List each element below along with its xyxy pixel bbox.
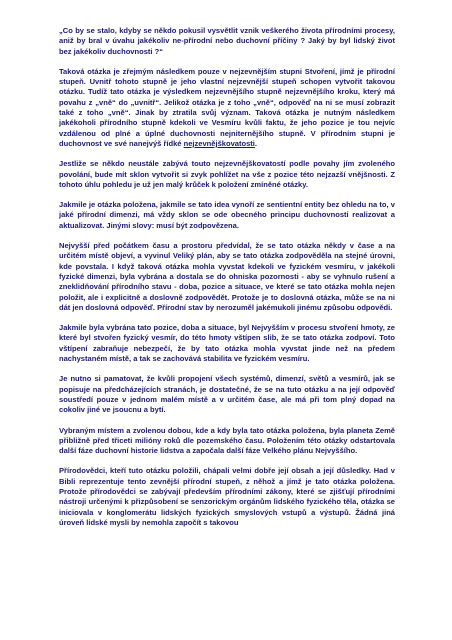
paragraph-2: Jestliže se někdo neustále zabývá touto nejzevnějškovatostí podle povahy jím zvoleného povolání, bude mít sklon vytvořit si zvyk pohlížet na vše z pozice této nejzazší vnějšnosti. Z tohoto úhlu pohledu je už jen malý krůček k položení zmíněné otázky. <box>59 159 395 189</box>
paragraph-1-text: Taková otázka je zřejmým následkem pouze v nejzevnějším stupni Stvoření, jímž je přírodní stupeň. Uvnitř tohoto stupně je jeho vlastní nejzevnější stupeň schopen vytvořit takovou otázku. Tudíž tato otázka je výsledkem nejzevnějšího stupně nejzevnějšího kroku, který má povahu z „vně“ do „uvnitř“. Jelikož otázka je z toho „vně“, odpověď na ni se musí zobrazit také z toho „vně“. Jinak by ztratila svůj význam. Taková otázka je nutným následkem jakékoholi přírodního stupně kdekoli ve Vesmíru kvůli faktu, že jeho pozice je tou nejvíc vzdálenou od plné a úplné duchovnosti nejniternějšího stupně. V přírodním stupni je duchovnost ve své nanejvýš řídké <box>59 66 395 148</box>
paragraph-1 <box>59 67 395 149</box>
paragraph-6: Je nutno si pamatovat, že kvůli propojení všech systémů, dimenzí, světů a vesmírů, jak se popisuje na předcházejících stranách, je dostatečné, že se na tuto otázku a na její odpověď soustředí pouze v jednom malém místě a v určitém čase, ale má při tom plný dopad na cokoliv jiné ve jsoucnu a bytí. <box>59 374 395 415</box>
question-paragraph: „Co by se stalo, kdyby se někdo pokusil vysvětlit vznik veškerého života přírodními procesy, aniž by bral v úvahu jakékoliv ne-přírodní nebo duchovní příčiny ? Jaký by byl lidský život bez jakékoliv duchovnosti ?“ <box>59 26 395 56</box>
paragraph-4: Nejvyšší před počátkem času a prostoru předvídal, že se tato otázka někdy v čase a na určitém místě objeví, a vyvinul Veliký plán, aby se tato otázka zodpověděla na stejné úrovni, kde povstala. I když taková otázka mohla vyvstat kdekoli ve fyzickém vesmíru, v jakékoli fyzické dimenzi, byla vybrána a dostala se do ohniska pozornosti - aby se vyhnulo rušení a zneklidňování přírodního stavu - doba, pozice a situace, ve které se tato otázka mohla nejen položit, ale i explicitně a doslovně zodpovědět. Protože je to doslovná otázka, může se na ni dát jen doslovná odpověď. Přírodní stav by nerozuměl jakémukoli jinému způsobu odpovědi. <box>59 241 395 312</box>
document-page <box>59 26 395 538</box>
paragraph-3: Jakmile je otázka položena, jakmile se tato idea vynoří ze sentientní entity bez ohledu na to, v jaké přírodní dimenzi, má vždy sklon se ode obecného principu duchovnosti realizovat a aktualizovat. Jinými slovy: musí být zodpovězena. <box>59 200 395 230</box>
paragraph-8: Přírodovědci, kteří tuto otázku položili, chápali velmi dobře její obsah a její důsledky. Had v Bibli reprezentuje tento zevnější přírodní stupeň, z něhož a jímž je tato otázka položena. Protože přírodovědci se zabývají především přírodními zákony, které se zjišťují přírodními nástroji určenými k přizpůsobení se senzorickým orgánům lidského fyzického těla, otázka se iniciovala v konglomerátu lidských fyzických smyslových vstupů a výstupů. Žádná jiná úroveň lidské mysli by nemohla započít s takovou <box>59 466 395 527</box>
underlined-term: nejzevnějškovatosti <box>183 138 255 148</box>
paragraph-7: Vybraným místem a zvolenou dobou, kde a kdy byla tato otázka položena, byla planeta Země přibližně před třiceti milióny roků dle pozemského času. Položením této otázky odstartovala další fáze duchovní historie lidstva a započala další fáze Velkého plánu Nejvyššího. <box>59 425 395 456</box>
paragraph-5: Jakmile byla vybrána tato pozice, doba a situace, byl Nejvyšším v procesu stvoření hmoty, ze které byl stvořen fyzický vesmír, do této hmoty vštípen slib, že se tato otázka zodpoví. Toto vštípení zabraňuje nebezpečí, že by tato otázka mohla vyvstat jinde než na předem nachystaném místě, a tak se zachovává stabilita ve fyzickém vesmíru. <box>59 323 395 364</box>
paragraph-1-end: . <box>254 138 258 148</box>
